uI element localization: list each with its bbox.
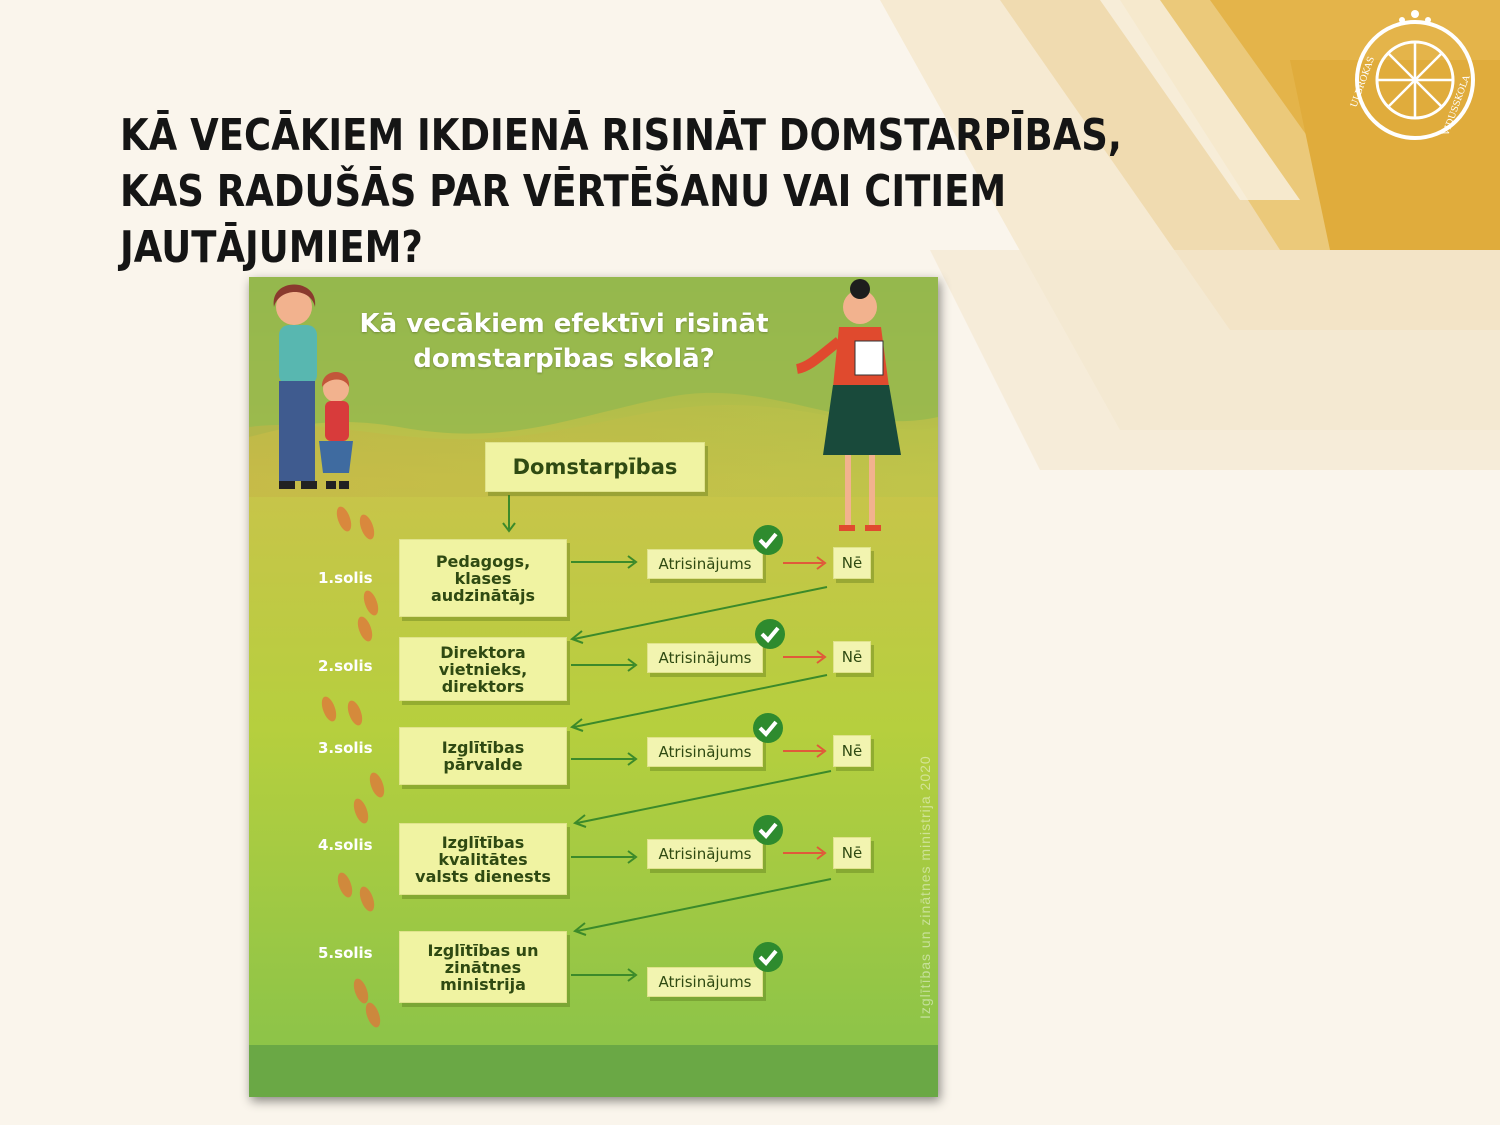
step-1-box: Pedagogs, klases audzinātājs [399, 539, 567, 617]
check-icon [752, 814, 784, 846]
check-icon [752, 524, 784, 556]
step-4-result: Atrisinājums [647, 839, 763, 869]
step-3-label: 3.solis [318, 739, 373, 757]
step-1-no: Nē [833, 547, 871, 579]
poster-credit: Izglītības un zinātnes ministrija 2020 [917, 755, 933, 1019]
slide-title: KĀ VECĀKIEM IKDIENĀ RISINĀT DOMSTARPĪBAS, KAS RADUŠĀS PAR VĒRTĒŠANU VAI CITIEM JAUTĀJUMIEM? [120, 110, 1122, 273]
infographic-poster [249, 277, 938, 1097]
step-2-label: 2.solis [318, 657, 373, 675]
step-2-no: Nē [833, 641, 871, 673]
step-4-label: 4.solis [318, 836, 373, 854]
check-icon [752, 712, 784, 744]
poster-title: Kā vecākiem efektīvi risināt domstarpības skolā? [359, 309, 769, 374]
step-2-result: Atrisinājums [647, 643, 763, 673]
step-3-box: Izglītības pārvalde [399, 727, 567, 785]
check-icon [754, 618, 786, 650]
check-icon [752, 941, 784, 973]
step-1-result: Atrisinājums [647, 549, 763, 579]
svg-text:ULBROKAS: ULBROKAS [1349, 55, 1378, 110]
step-5-box: Izglītības un zinātnes ministrija [399, 931, 567, 1003]
svg-text:VIDUSSKOLA: VIDUSSKOLA [1441, 74, 1473, 138]
step-3-no: Nē [833, 735, 871, 767]
school-logo [1348, 8, 1482, 142]
step-1-label: 1.solis [318, 569, 373, 587]
disagreements-box: Domstarpības [485, 442, 705, 492]
step-4-box: Izglītības kvalitātes valsts dienests [399, 823, 567, 895]
step-2-box: Direktora vietnieks, direktors [399, 637, 567, 701]
step-5-result: Atrisinājums [647, 967, 763, 997]
step-3-result: Atrisinājums [647, 737, 763, 767]
step-4-no: Nē [833, 837, 871, 869]
poster-artwork [249, 277, 938, 1097]
step-5-label: 5.solis [318, 944, 373, 962]
